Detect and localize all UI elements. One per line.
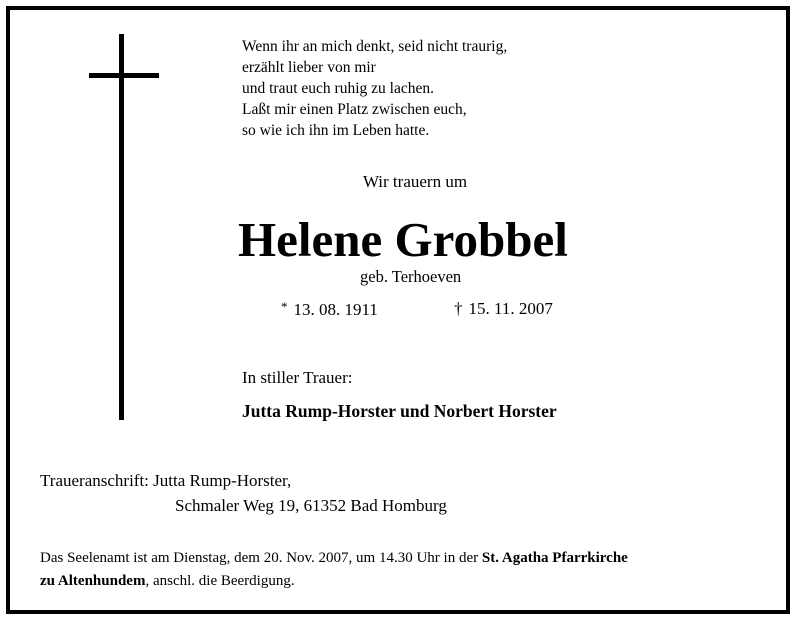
death-date <box>454 299 553 319</box>
cross-icon-horizontal <box>89 73 159 78</box>
intro-text: Wir trauern um <box>362 172 468 191</box>
mourning-label: In stiller Trauer: <box>242 368 353 387</box>
mourners: Jutta Rump-Horster und Norbert Horster <box>242 401 557 421</box>
address-line-1: Traueranschrift: Jutta Rump-Horster, <box>40 471 292 490</box>
poem-line: erzählt lieber von mir <box>242 59 376 76</box>
poem-line: so wie ich ihn im Leben hatte. <box>242 122 430 139</box>
birth-date-value: 13. 08. 1911 <box>293 300 378 319</box>
death-cross-icon: † <box>454 299 463 318</box>
service-text-end: , anschl. die Beerdigung. <box>145 573 295 589</box>
poem <box>242 36 507 141</box>
birth-star-icon: * <box>281 299 288 314</box>
service-text: Das Seelenamt ist am Dienstag, dem 20. Nov. 2007, um 14.30 Uhr in der <box>40 550 482 566</box>
service-line-1 <box>40 547 780 570</box>
death-date-value: 15. 11. 2007 <box>468 299 553 318</box>
church-name: St. Agatha Pfarrkirche <box>481 550 628 566</box>
cross-icon-vertical <box>119 34 124 420</box>
poem-line: Laßt mir einen Platz zwischen euch, <box>242 101 467 118</box>
deceased-name: Helene Grobbel <box>238 212 568 267</box>
birth-date <box>281 299 378 320</box>
service-notice <box>40 547 780 593</box>
address-line-2: Schmaler Weg 19, 61352 Bad Homburg <box>175 496 447 515</box>
poem-line: Wenn ihr an mich denkt, seid nicht traurig, <box>242 38 508 55</box>
service-line-2 <box>40 570 780 593</box>
church-location: zu Altenhundem <box>40 573 146 589</box>
maiden-name: geb. Terhoeven <box>360 267 462 286</box>
poem-line: und traut euch ruhig zu lachen. <box>242 80 434 97</box>
